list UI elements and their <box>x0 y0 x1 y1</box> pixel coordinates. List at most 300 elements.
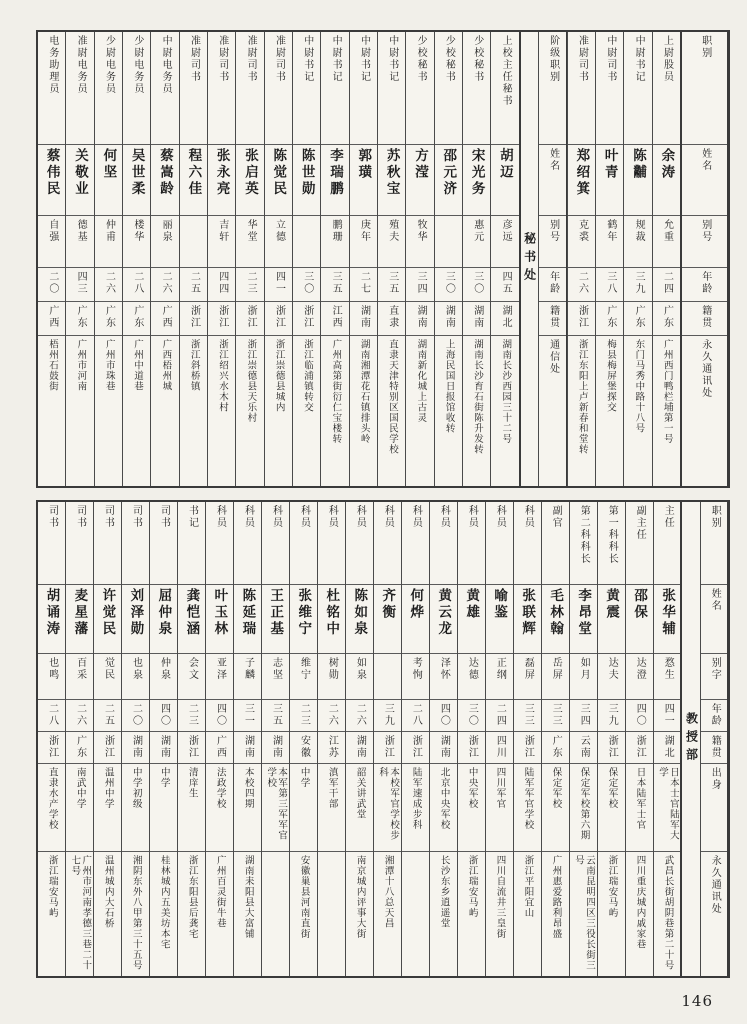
addr-cell <box>180 335 207 486</box>
rank-cell-text: 司书 <box>74 505 86 529</box>
addr-cell-text: 湖南耒阳县大富铺 <box>242 854 254 939</box>
age-cell-text: 二四 <box>494 703 506 728</box>
person-column <box>652 32 680 486</box>
rank-cell-text: 副主任 <box>634 505 646 541</box>
rank-cell-text: 中尉书记 <box>386 35 398 83</box>
addr-cell-text: 广州市珠巷 <box>103 338 115 392</box>
person-column <box>207 32 235 486</box>
rank-cell-text: 准尉司书 <box>245 35 257 83</box>
name-cell-text: 吴世柔 <box>128 147 145 197</box>
name-cell <box>463 144 490 216</box>
age-cell <box>122 699 149 731</box>
addr-cell <box>378 335 405 486</box>
origin-cell-text: 浙江 <box>188 304 200 329</box>
age-cell <box>178 699 205 731</box>
edu-cell-text: 南武中学 <box>74 766 86 809</box>
age-cell <box>350 267 377 301</box>
name-cell <box>262 584 289 654</box>
person-column <box>513 502 541 976</box>
rank-cell <box>654 502 681 584</box>
alias-cell-text: 如月 <box>578 657 590 682</box>
rank-cell-text: 科员 <box>382 505 394 529</box>
age-cell-text: 二六 <box>576 270 588 295</box>
person-column <box>569 502 597 976</box>
rank-cell <box>150 502 177 584</box>
edu-cell-text: 保定军校 <box>550 766 562 809</box>
person-column <box>377 32 405 486</box>
origin-cell-text: 广东 <box>633 304 645 329</box>
origin-cell-text: 浙江 <box>301 304 313 329</box>
addr-label <box>539 335 565 486</box>
name-cell-text: 屈仲泉 <box>155 587 172 638</box>
origin-cell <box>654 731 681 763</box>
rank-cell-text: 准尉司书 <box>273 35 285 83</box>
alias-cell-text: 自强 <box>46 219 58 244</box>
alias-cell <box>265 215 292 267</box>
origin-cell <box>568 301 595 335</box>
alias-cell <box>236 215 263 267</box>
addr-cell-text: 上海民国日报馆收转 <box>443 338 455 434</box>
name-cell <box>542 584 569 654</box>
alias-cell <box>38 653 65 699</box>
addr-cell <box>514 851 541 976</box>
addr-cell-text: 浙江绍兴水木村 <box>217 338 229 413</box>
addr-cell <box>458 851 485 976</box>
rank-cell <box>568 32 595 144</box>
age-cell <box>236 267 263 301</box>
section-title-strip <box>521 32 540 486</box>
addr-cell-text: 浙江崇德县天乐村 <box>245 338 257 423</box>
alias-cell-text: 吉轩 <box>216 219 228 244</box>
rank-cell-text: 科员 <box>494 505 506 529</box>
name-cell-text: 郑绍箕 <box>573 147 590 197</box>
age-cell <box>514 699 541 731</box>
edu-cell <box>150 763 177 851</box>
origin-cell-text: 广东 <box>550 735 562 760</box>
person-column <box>405 32 433 486</box>
age-cell <box>596 267 623 301</box>
addr-cell-text: 直隶天津特别区国民学校 <box>386 338 398 455</box>
addr-cell <box>290 851 317 976</box>
person-column <box>373 502 401 976</box>
edu-cell-text: 日本陆军士官 <box>634 766 646 830</box>
rank-cell <box>38 502 65 584</box>
rank-label-text: 职别 <box>709 505 721 529</box>
age-cell-text: 三〇 <box>443 270 455 295</box>
age-cell <box>653 267 680 301</box>
person-column <box>65 32 93 486</box>
age-cell <box>95 267 122 301</box>
rank-cell-text: 准尉司书 <box>188 35 200 83</box>
addr-cell-text: 梧州石鼓街 <box>47 338 59 392</box>
alias-cell-text: 岳屏 <box>550 657 562 682</box>
rank-cell-text: 第一科科长 <box>606 505 618 565</box>
edu-label <box>701 763 727 851</box>
person-column <box>93 502 121 976</box>
age-cell-text: 四〇 <box>438 703 450 728</box>
alias-cell-text: 牧华 <box>415 219 427 244</box>
edu-cell <box>514 763 541 851</box>
edu-cell <box>94 763 121 851</box>
origin-cell-text: 云南 <box>578 735 590 760</box>
origin-cell-text: 广西 <box>46 304 58 329</box>
origin-cell <box>350 301 377 335</box>
origin-cell <box>570 731 597 763</box>
name-cell-text: 方滢 <box>411 147 428 181</box>
rank-cell <box>514 502 541 584</box>
edu-cell-text: 本校军官学校步科 <box>377 766 400 841</box>
origin-cell-text: 江苏 <box>326 735 338 760</box>
addr-cell-text: 广州中道巷 <box>132 338 144 392</box>
age-cell-text: 三一 <box>242 703 254 728</box>
rank-cell-text: 科员 <box>522 505 534 529</box>
origin-cell-text: 浙江 <box>382 735 394 760</box>
section-title-strip <box>682 502 700 976</box>
addr-cell <box>208 335 235 486</box>
age-cell <box>290 699 317 731</box>
name-cell <box>596 144 623 216</box>
origin-cell-text: 浙江 <box>186 735 198 760</box>
alias-cell-text: 立德 <box>273 219 285 244</box>
alias-cell <box>66 215 93 267</box>
edu-cell-text: 温州中学 <box>102 766 114 809</box>
name-cell-text: 毛林翰 <box>547 587 564 638</box>
age-cell-text: 三四 <box>578 703 590 728</box>
age-cell-text: 二六 <box>103 270 115 295</box>
addr-cell-text: 南京城内评事大街 <box>354 854 366 939</box>
edu-cell <box>290 763 317 851</box>
name-cell <box>346 584 373 654</box>
rank-cell <box>406 32 433 144</box>
origin-cell <box>94 731 121 763</box>
alias-cell <box>180 215 207 267</box>
addr-cell-text: 浙江瑞安马屿 <box>46 854 58 918</box>
name-label <box>682 144 727 216</box>
rank-cell-text: 副官 <box>550 505 562 529</box>
age-cell-text: 三〇 <box>301 270 313 295</box>
addr-cell-text: 安徽巢县河南直街 <box>298 854 310 939</box>
row-labels <box>701 502 727 976</box>
origin-cell <box>402 731 429 763</box>
origin-cell <box>463 301 490 335</box>
rank-cell <box>350 32 377 144</box>
rank-cell <box>570 502 597 584</box>
page-number: 146 <box>681 992 713 1010</box>
name-cell <box>122 584 149 654</box>
edu-cell-text: 日本士官陆军大学 <box>656 766 679 841</box>
alias-cell <box>94 653 121 699</box>
name-cell-text: 张华辅 <box>659 587 676 638</box>
name-cell <box>458 584 485 654</box>
rank-cell-text: 准尉司书 <box>576 35 588 83</box>
alias-cell-text: 仲泉 <box>158 657 170 682</box>
age-cell <box>626 699 653 731</box>
rank-cell-text: 少校秘书 <box>471 35 483 83</box>
origin-cell <box>234 731 261 763</box>
rank-cell-text: 少校秘书 <box>415 35 427 83</box>
alias-cell <box>290 653 317 699</box>
person-column <box>122 32 150 486</box>
rank-cell <box>321 32 348 144</box>
addr-cell-text: 浙江斜桥镇 <box>188 338 200 392</box>
addr-cell <box>318 851 345 976</box>
professors-header-column <box>680 502 728 976</box>
addr-cell-text: 广州高第街衍仁宝楼转 <box>330 338 342 444</box>
edu-cell-text: 本校四期 <box>242 766 254 809</box>
age-cell-text: 三九 <box>382 703 394 728</box>
age-cell-text: 三八 <box>604 270 616 295</box>
rank-label <box>682 32 727 144</box>
person-column <box>597 502 625 976</box>
person-column <box>653 502 681 976</box>
name-cell <box>123 144 150 216</box>
age-cell-text: 三〇 <box>466 703 478 728</box>
alias-cell <box>378 215 405 267</box>
person-column <box>261 502 289 976</box>
name-cell <box>150 584 177 654</box>
addr-cell <box>486 851 513 976</box>
alias-cell-text: 亚泽 <box>214 657 226 682</box>
professors-table <box>36 500 730 978</box>
addr-cell <box>653 335 680 486</box>
alias-cell <box>542 653 569 699</box>
rank-cell-text: 科员 <box>326 505 338 529</box>
edu-cell <box>542 763 569 851</box>
addr-cell-text: 浙江瑞安马屿 <box>466 854 478 918</box>
age-cell-text: 三三 <box>550 703 562 728</box>
age-cell-text: 二四 <box>661 270 673 295</box>
edu-cell <box>458 763 485 851</box>
addr-cell <box>321 335 348 486</box>
alias-cell-text: 也鸣 <box>46 657 58 682</box>
age-cell <box>598 699 625 731</box>
alias-cell <box>66 653 93 699</box>
rank-cell-text: 司书 <box>46 505 58 529</box>
name-cell <box>293 144 320 216</box>
alias-cell-text: 树勋 <box>326 657 338 682</box>
person-column <box>457 502 485 976</box>
edu-cell <box>38 763 65 851</box>
alias-cell <box>598 653 625 699</box>
edu-cell-text: 保定军校 <box>606 766 618 809</box>
age-cell-text: 二〇 <box>46 270 58 295</box>
origin-cell <box>151 301 178 335</box>
alias-label <box>539 215 565 267</box>
rank-cell-text: 科员 <box>438 505 450 529</box>
origin-cell <box>180 301 207 335</box>
addr-cell <box>151 335 178 486</box>
alias-cell <box>463 215 490 267</box>
rank-cell <box>430 502 457 584</box>
origin-cell-text: 湖南 <box>443 304 455 329</box>
alias-cell <box>374 653 401 699</box>
origin-cell <box>406 301 433 335</box>
alias-cell-text: 会文 <box>186 657 198 682</box>
name-cell-text: 宋光务 <box>468 147 485 197</box>
name-cell <box>290 584 317 654</box>
edu-cell <box>66 763 93 851</box>
name-cell <box>95 144 122 216</box>
edu-cell <box>486 763 513 851</box>
name-cell-text: 叶玉林 <box>211 587 228 638</box>
edu-cell <box>178 763 205 851</box>
age-cell-text: 二六 <box>74 703 86 728</box>
edu-cell <box>626 763 653 851</box>
age-cell <box>206 699 233 731</box>
age-cell <box>151 267 178 301</box>
origin-cell-text: 安徽 <box>298 735 310 760</box>
age-cell <box>208 267 235 301</box>
rank-cell-text: 中尉书记 <box>358 35 370 83</box>
rank-cell <box>178 502 205 584</box>
name-label <box>539 144 565 216</box>
person-column <box>401 502 429 976</box>
addr-cell <box>624 335 651 486</box>
origin-cell <box>378 301 405 335</box>
origin-cell-text: 广西 <box>160 304 172 329</box>
rank-cell <box>94 502 121 584</box>
addr-cell <box>430 851 457 976</box>
alias-cell-text: 子麟 <box>242 657 254 682</box>
rank-cell-text: 科员 <box>410 505 422 529</box>
addr-cell <box>491 335 518 486</box>
person-column <box>177 502 205 976</box>
name-cell <box>624 144 651 216</box>
alias-cell-text: 如泉 <box>354 657 366 682</box>
name-cell-text: 张永亮 <box>213 147 230 197</box>
origin-cell <box>458 731 485 763</box>
addr-cell <box>38 851 65 976</box>
origin-cell-text: 直隶 <box>386 304 398 329</box>
edu-cell <box>346 763 373 851</box>
name-cell <box>374 584 401 654</box>
alias-cell-text: 志坚 <box>270 657 282 682</box>
edu-cell <box>598 763 625 851</box>
person-column <box>264 32 292 486</box>
rank-cell-text: 科员 <box>354 505 366 529</box>
rank-cell-text: 科员 <box>270 505 282 529</box>
origin-cell <box>346 731 373 763</box>
addr-cell <box>262 851 289 976</box>
edu-cell-text: 陆军军官学校 <box>522 766 534 830</box>
name-cell-text: 黄震 <box>603 587 620 621</box>
origin-cell <box>435 301 462 335</box>
rank-cell <box>123 32 150 144</box>
name-label-text: 姓名 <box>699 147 711 172</box>
origin-cell <box>374 731 401 763</box>
age-cell <box>406 267 433 301</box>
age-cell <box>262 699 289 731</box>
person-column <box>94 32 122 486</box>
name-cell-text: 杜铭中 <box>323 587 340 638</box>
age-label-text: 年龄 <box>699 270 711 295</box>
person-column <box>429 502 457 976</box>
addr-cell-text: 长沙东乡逍遥堂 <box>438 854 450 929</box>
name-cell-text: 王正基 <box>267 587 284 638</box>
addr-cell-text: 四川自流井三皇街 <box>494 854 506 939</box>
addr-cell-text: 湖南长沙西园三十二号 <box>500 338 512 444</box>
rank-cell-text: 电务助理员 <box>46 35 58 95</box>
addr-cell <box>265 335 292 486</box>
alias-cell-text: 惠元 <box>471 219 483 244</box>
age-cell <box>318 699 345 731</box>
alias-cell <box>123 215 150 267</box>
origin-cell-text: 四川 <box>494 735 506 760</box>
rank-cell-text: 书记 <box>186 505 198 529</box>
edu-label-text: 出身 <box>709 766 721 791</box>
name-cell <box>38 584 65 654</box>
name-cell-text: 李昂堂 <box>575 587 592 638</box>
edu-cell-text: 陆军速成步科 <box>410 766 422 830</box>
addr-label-text: 通信处 <box>547 338 559 375</box>
origin-cell-text: 浙江 <box>410 735 422 760</box>
age-cell-text: 二五 <box>188 270 200 295</box>
name-cell <box>378 144 405 216</box>
edu-cell-text: 清庠生 <box>186 766 198 799</box>
age-cell <box>542 699 569 731</box>
addr-cell-text: 广州百灵街牛巷 <box>214 854 226 929</box>
name-cell-text: 何坚 <box>100 147 117 181</box>
person-column <box>490 32 518 486</box>
origin-cell <box>262 731 289 763</box>
name-cell-text: 邵元济 <box>440 147 457 197</box>
addr-cell-text: 浙江瑞安马屿 <box>606 854 618 918</box>
origin-cell <box>95 301 122 335</box>
addr-cell-text: 湘阴东外八甲第三十五号 <box>130 854 142 971</box>
addr-cell-text: 广州市河南孝德三巷二十七号 <box>69 854 92 971</box>
person-column <box>317 502 345 976</box>
alias-cell-text: 仲甫 <box>103 219 115 244</box>
addr-cell <box>542 851 569 976</box>
rank-cell-text: 中尉电务员 <box>160 35 172 95</box>
person-column <box>320 32 348 486</box>
age-cell <box>265 267 292 301</box>
addr-cell-text: 广西梧州城 <box>160 338 172 392</box>
secretariat-header-column <box>519 32 567 486</box>
name-cell <box>406 144 433 216</box>
name-cell-text: 蔡伟民 <box>43 147 60 197</box>
rank-cell <box>95 32 122 144</box>
rank-cell-text: 第二科科长 <box>578 505 590 565</box>
age-cell-text: 四一 <box>662 703 674 728</box>
name-cell <box>208 144 235 216</box>
alias-cell <box>430 653 457 699</box>
age-cell-text: 三九 <box>633 270 645 295</box>
name-cell <box>236 144 263 216</box>
age-cell-text: 四一 <box>273 270 285 295</box>
origin-cell <box>38 301 65 335</box>
age-cell-text: 二八 <box>410 703 422 728</box>
person-column <box>567 32 595 486</box>
alias-cell <box>626 653 653 699</box>
name-cell <box>514 584 541 654</box>
alias-label-text: 别号 <box>547 219 559 244</box>
alias-cell-text: 达德 <box>466 657 478 682</box>
origin-label <box>682 301 727 335</box>
person-column <box>233 502 261 976</box>
alias-cell <box>151 215 178 267</box>
name-cell-text: 余涛 <box>658 147 675 181</box>
alias-cell <box>514 653 541 699</box>
rank-cell <box>290 502 317 584</box>
alias-cell <box>321 215 348 267</box>
addr-cell-text: 湖南新化城上古灵 <box>415 338 427 423</box>
age-cell <box>430 699 457 731</box>
name-cell <box>265 144 292 216</box>
addr-cell-text: 浙江东阳县后龚宅 <box>186 854 198 939</box>
rank-cell-text: 中尉司书 <box>604 35 616 83</box>
name-cell-text: 麦星藩 <box>71 587 88 638</box>
